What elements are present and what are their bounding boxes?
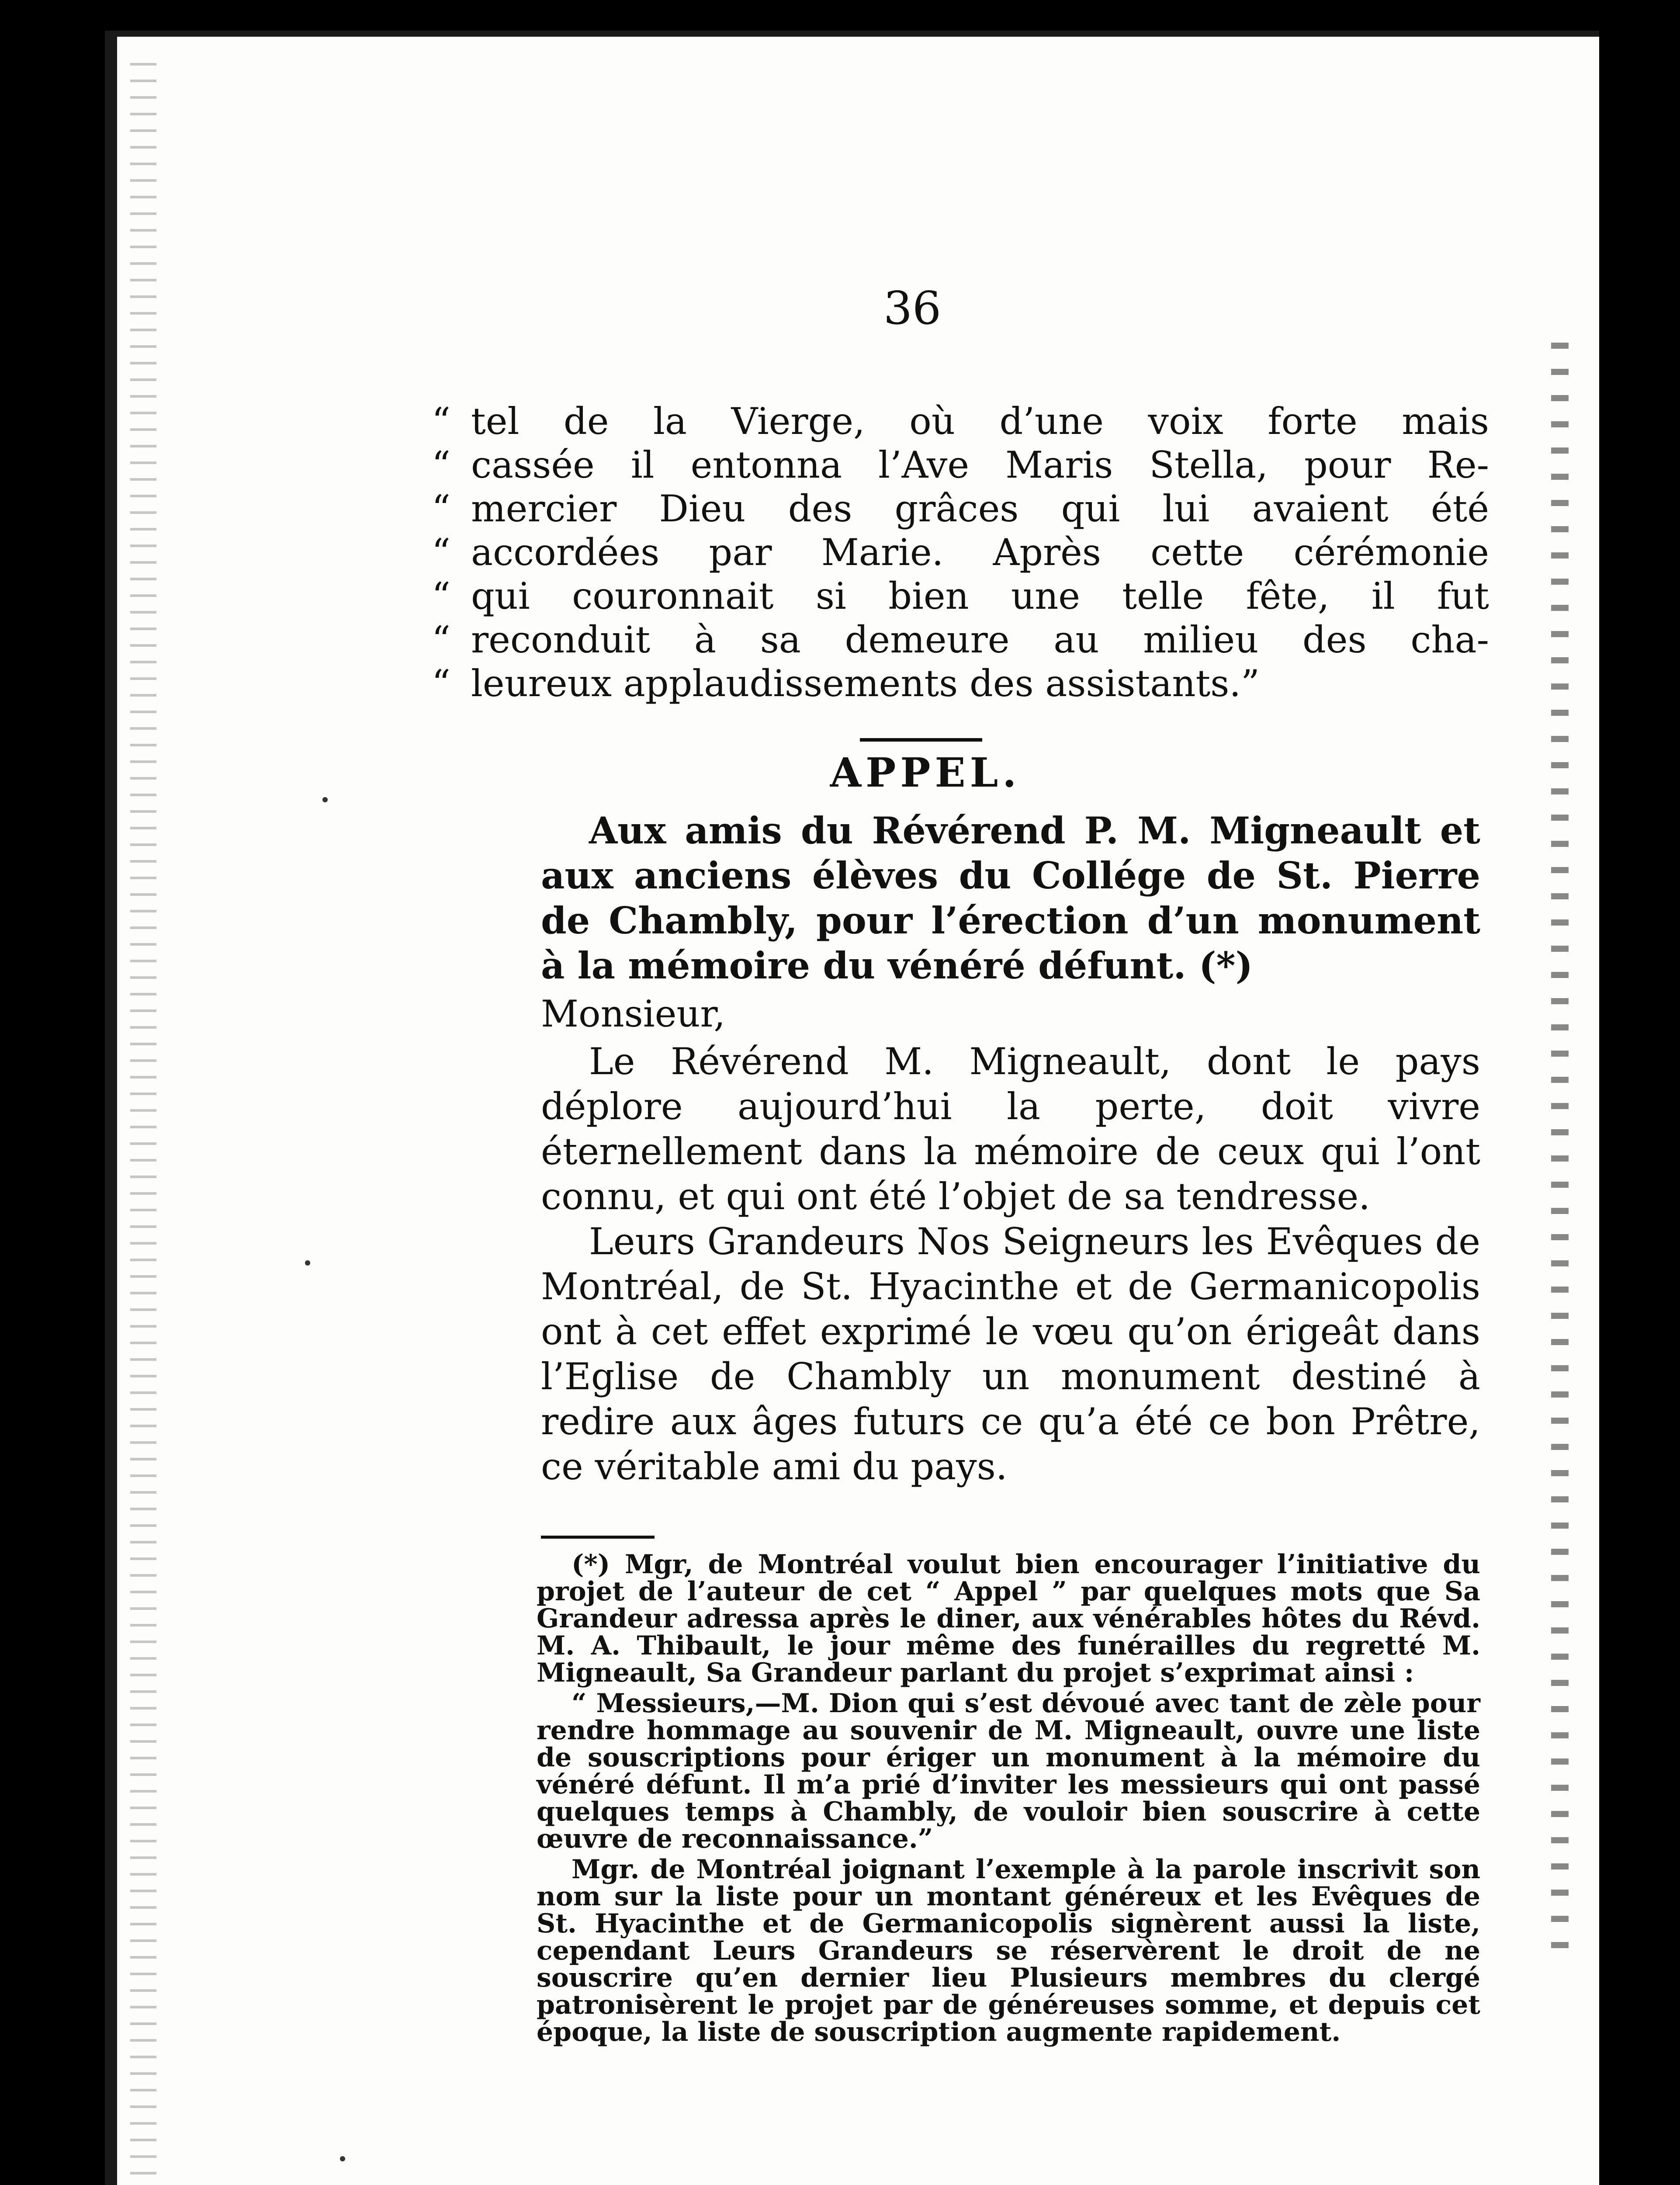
footnote-paragraph: (*) Mgr, de Montréal voulut bien encourager l’initiative du projet de l’auteur de cet “ Appel ” par quelques mots que Sa Grandeur adressa après le diner, aux vénérables hôtes du Révd. M. A. Thibault, le jour même des funérailles du regretté M. Migneault, Sa Grandeur parlant du projet s’exprimat ainsi : [537, 1549, 1480, 1688]
footnote-rule [541, 1536, 655, 1539]
body-paragraph: Le Révérend M. Migneault, dont le pays déplore aujourd’hui la perte, doit vivre éternellement dans la mémoire de ceux qui l’ont connu, et qui ont été l’objet de sa tendresse. [541, 1040, 1480, 1218]
heading-rule [860, 738, 982, 742]
binding-shadow-right [1551, 343, 1569, 1960]
salutation: Monsieur, [541, 992, 726, 1035]
scan-speck [340, 2156, 345, 2161]
footnote-paragraph: “ Messieurs,—M. Dion qui s’est dévoué avec tant de zèle pour rendre hommage au souvenir de M. Migneault, ouvre une liste de souscriptions pour ériger un monument à la mémoire du vénéré défunt. Il m’a prié d’inviter les messieurs qui ont passé quelques temps à Chambly, de vouloir bien souscrire à cette œuvre de reconnaissance.” [537, 1688, 1480, 1854]
binding-shadow-left [130, 63, 156, 2185]
appeal-address: Aux amis du Révérend P. M. Migneault et aux anciens élèves du Collége de St. Pierre de Chambly, pour l’érection d’un monument à la mémoire du vénéré défunt. (*) [541, 809, 1480, 987]
quoted-passage [432, 399, 1489, 705]
scan-speck [322, 797, 328, 802]
quote-line: “ accordées par Marie. Après cette cérémonie [432, 531, 1489, 574]
footnote-paragraph: Mgr. de Montréal joignant l’exemple à la parole inscrivit son nom sur la liste pour un montant généreux et les Evêques de St. Hyacinthe et de Germanicopolis signèrent aussi la liste, cependant Leurs Grandeurs se réservèrent le droit de ne souscrire qu’en dernier lieu Plusieurs membres du clergé patronisèrent le projet par de généreuses somme, et depuis cet époque, la liste de souscription augmente rapidement. [537, 1854, 1480, 2047]
quote-line: “ leureux applaudissements des assistants.” [432, 662, 1260, 705]
page-number: 36 [883, 281, 942, 335]
body-paragraph: Leurs Grandeurs Nos Seigneurs les Evêques de Montréal, de St. Hyacinthe et de Germanicopolis ont à cet effet exprimé le vœu qu’on érigeât dans l’Eglise de Chambly un monument destiné à redire aux âges futurs ce qu’a été ce bon Prêtre, ce véritable ami du pays. [541, 1220, 1480, 1488]
quote-line: “ mercier Dieu des grâces qui lui avaient été [432, 487, 1489, 530]
quote-line: “ cassée il entonna l’Ave Maris Stella, pour Re- [432, 444, 1489, 486]
quote-line: “ reconduit à sa demeure au milieu des cha- [432, 618, 1489, 661]
quote-line: “ qui couronnait si bien une telle fête, il fut [432, 575, 1489, 617]
section-heading: APPEL. [830, 749, 1021, 796]
footnote [537, 1551, 1480, 2049]
scan-speck [305, 1260, 310, 1266]
quote-line: “ tel de la Vierge, où d’une voix forte mais [432, 400, 1489, 443]
appeal-body [541, 808, 1480, 1489]
book-page [105, 31, 1599, 2185]
